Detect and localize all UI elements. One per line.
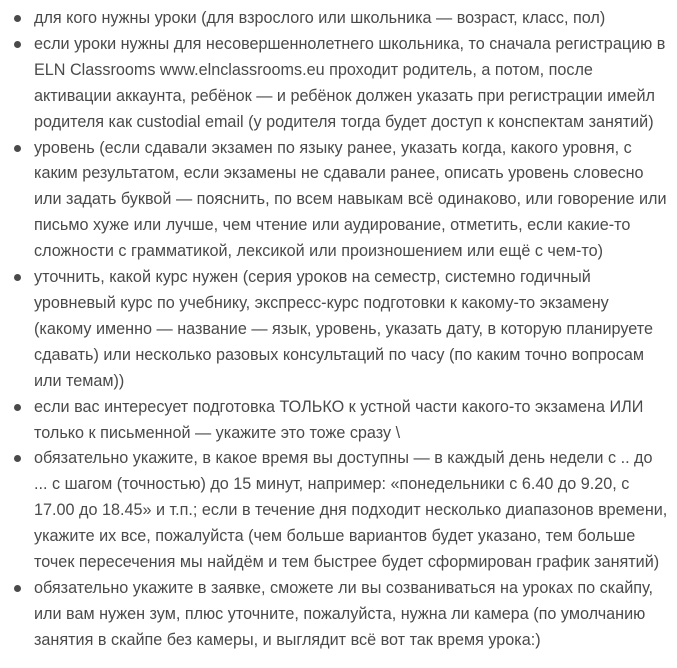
list-item-text: для кого нужны уроки (для взрослого или школьника — возраст, класс, пол) [34,9,606,27]
bullet-icon [14,585,21,592]
list-item [14,446,669,576]
list-item-text: обязательно укажите в заявке, сможете ли вы созваниваться на уроках по скайпу, или вам нужен зум, плюс уточните, пожалуйста, нужна ли камера (по умолчанию занятия в скайпе без камеры, и выглядит всё вот так время урока:) [34,578,653,649]
list-item-text: обязательно укажите, в какое время вы доступны — в каждый день недели с .. до ... с шагом (точностью) до 15 минут, например: «понедельники с 6.40 до 9.20, с 17.00 до 18.45» и т.п.; если в течение дня подходит несколько диапазонов времени, укажите их все, пожалуйста (чем больше вариантов будет указано, тем больше точек пересечения мы найдём и тем быстрее будет сформирован график занятий) [34,449,668,572]
bullet-icon [14,455,21,462]
list-item [14,265,669,395]
list-item [14,576,669,654]
requirements-list [14,6,669,654]
list-item [14,136,669,266]
list-item [14,395,669,447]
bullet-icon [14,404,21,411]
bullet-icon [14,274,21,281]
list-item-text: уточнить, какой курс нужен (серия уроков на семестр, системно годичный уровневый курс по учебнику, экспресс-курс подготовки к какому-то экзамену (какому именно — название — язык, уровень, указать дату, в которую планируете сдавать) или несколько разовых консультаций по часу (по каким точно вопросам или темам)) [34,268,653,390]
list-item-text: уровень (если сдавали экзамен по языку ранее, указать когда, какого уровня, с каким результатом, если экзамены не сдавали ранее, описать уровень словесно или задать буквой — пояснить, по всем навыкам всё одинаково, или говорение или письмо хуже или лучше, чем чтение или аудирование, отметить, если какие-то сложности с грамматикой, лексикой или произношением или ещё с чем-то) [34,138,667,261]
bullet-icon [14,41,21,48]
bullet-icon [14,15,21,22]
bullet-icon [14,145,21,152]
list-item [14,6,669,32]
list-item-text: если вас интересует подготовка ТОЛЬКО к устной части какого-то экзамена ИЛИ только к письменной — укажите это тоже сразу \ [34,397,644,442]
list-item-text: если уроки нужны для несовершеннолетнего школьника, то сначала регистрацию в ELN Classrooms www.elnclassrooms.eu проходит родитель, а потом, после активации аккаунта, ребёнок — и ребёнок должен указать при регистрации имейл родителя как custodial email (у родителя тогда будет доступ к конспектам занятий) [34,34,666,131]
list-item [14,32,669,136]
